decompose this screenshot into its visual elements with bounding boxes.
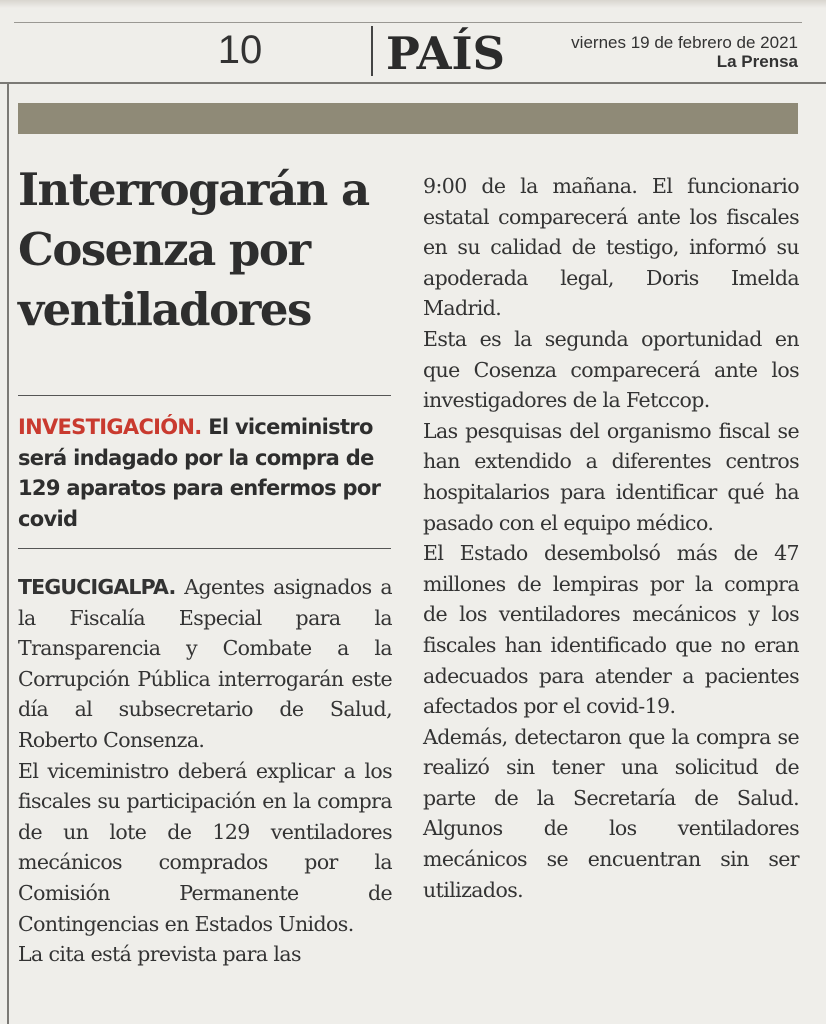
section-band	[18, 103, 798, 134]
deck-top-rule	[18, 395, 391, 396]
body-paragraph: La cita está prevista para las	[18, 942, 301, 967]
deck	[18, 412, 393, 534]
body-paragraph: El viceministro deberá explicar a los fiscales su participación en la compra de un lote de 129 ventiladores mecánicos comprados por la Comisión Permanente de Contingencias en Estados Unidos.	[18, 758, 392, 936]
body-column-left	[18, 572, 392, 970]
issue-date: viernes 19 de febrero de 2021	[571, 33, 798, 52]
deck-bottom-rule	[18, 548, 391, 549]
body-paragraph: Esta es la segunda oportunidad en que Cosenza comparecerá ante los investigadores de la Fetccop.	[423, 326, 799, 413]
header-top-rule	[14, 22, 802, 23]
deck-text: El viceministro será indagado por la compra de 129 aparatos para enfermos por covid	[18, 415, 381, 531]
headline: Interrogarán a Cosenza por ventiladores	[18, 163, 369, 336]
deck-kicker: INVESTIGACIÓN.	[18, 415, 202, 439]
body-paragraph: Además, detectaron que la compra se realizó sin tener una solicitud de parte de la Secretaría de Salud. Algunos de los ventiladores mecánicos se encuentran sin ser utilizados.	[423, 724, 799, 902]
newspaper-name: La Prensa	[716, 52, 798, 71]
previous-page-strip	[0, 0, 826, 8]
left-border-rule	[7, 84, 9, 1024]
body-column-right	[423, 171, 799, 905]
page-number: 10	[217, 28, 263, 72]
dateline: TEGUCIGALPA.	[18, 575, 176, 599]
body-paragraph: El Estado desembolsó más de 47 millones de lempiras por la compra de los ventiladores mecánicos y los fiscales han identificado que no eran adecuados para atender a pacientes afectados por el covid-19.	[423, 541, 799, 719]
section-name: PAÍS	[386, 27, 506, 80]
header-bottom-rule	[0, 82, 826, 84]
body-paragraph: Las pesquisas del organismo fiscal se han extendido a diferentes centros hospitalarios para identificar qué ha pasado con el equipo médico.	[423, 418, 799, 535]
header-divider	[371, 26, 373, 76]
body-paragraph: 9:00 de la mañana. El funcionario estatal comparecerá ante los fiscales en su calidad de testigo, informó su apoderada legal, Doris Imelda Madrid.	[423, 174, 799, 321]
body-paragraph: TEGUCIGALPA. Agentes asignados a la Fiscalía Especial para la Transparencia y Combate a la Corrupción Pública interrogarán este día al subsecretario de Salud, Roberto Consenza.	[18, 575, 392, 752]
